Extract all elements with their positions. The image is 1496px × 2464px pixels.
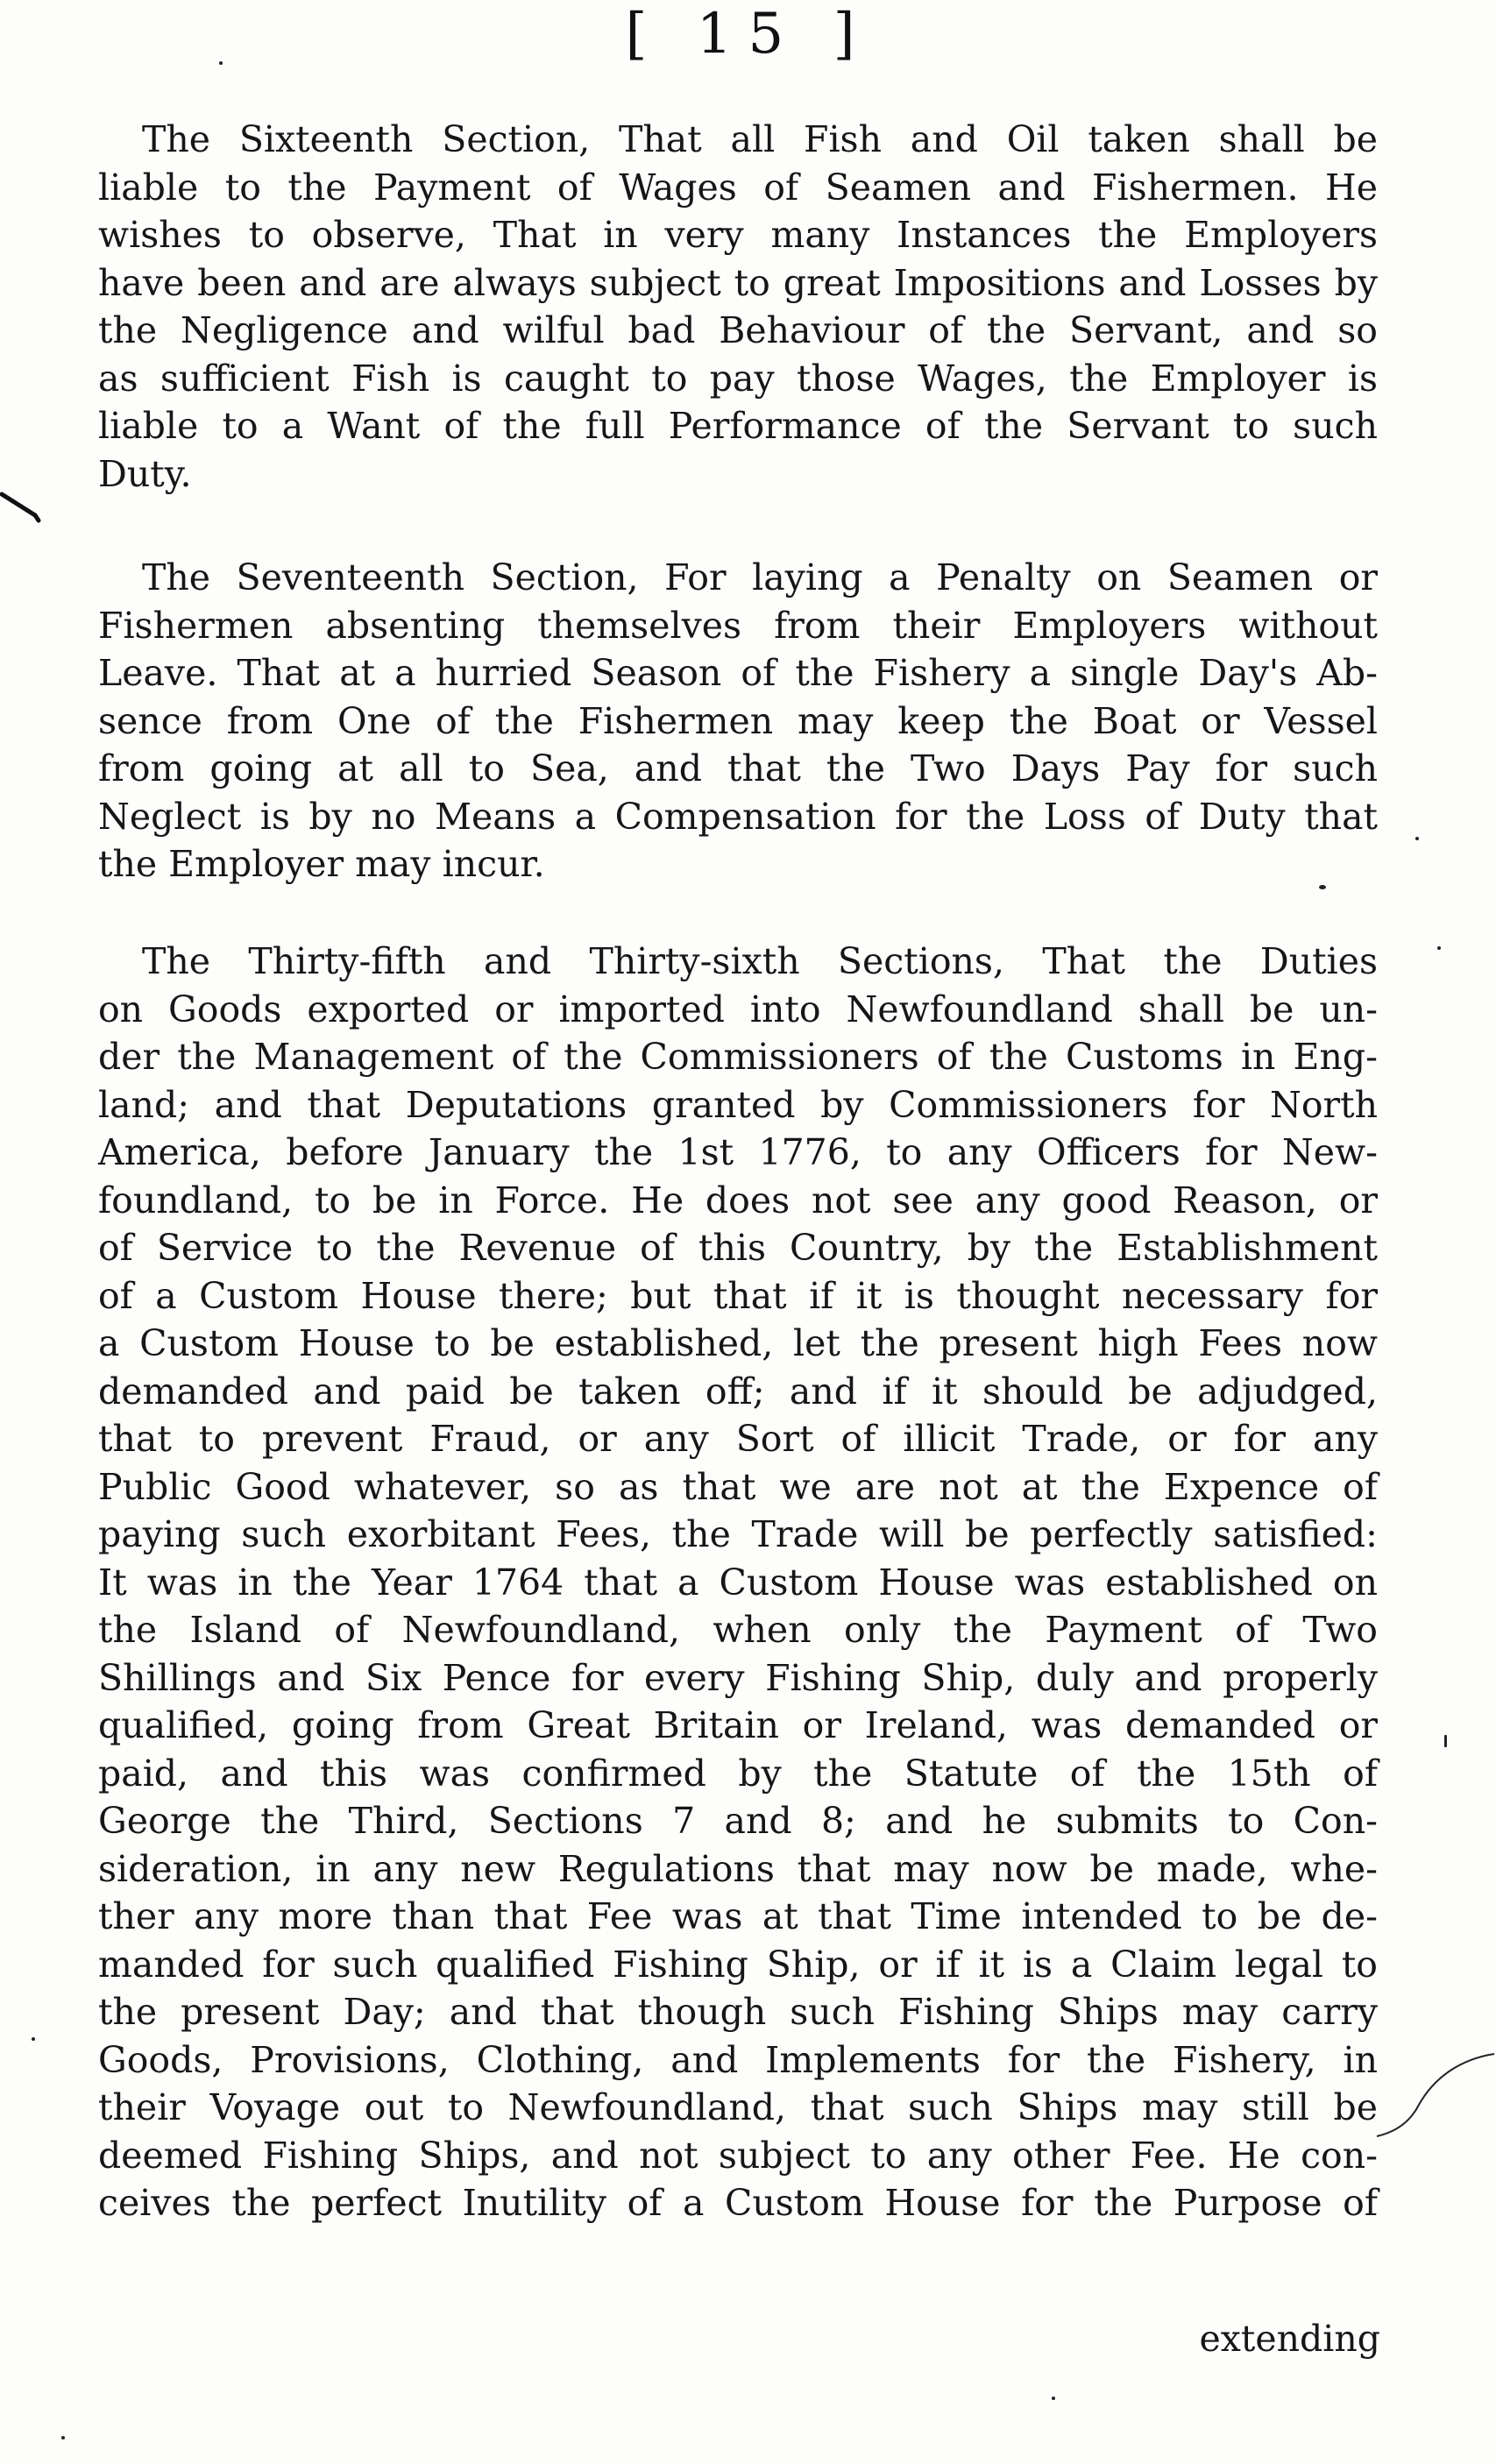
text-line: America, before January the 1st 1776, to any Officers for New- (98, 1131, 1378, 1173)
text-line: the Island of Newfoundland, when only the Payment of Two (98, 1609, 1378, 1651)
text-line: paying such exorbitant Fees, the Trade will be perfectly satisfied: (98, 1513, 1378, 1555)
text-line: demanded and paid be taken off; and if it should be adjudged, (98, 1370, 1378, 1413)
ink-speck (219, 61, 223, 65)
text-line: Public Good whatever, so as that we are not at the Expence of (98, 1465, 1378, 1508)
text-line: liable to the Payment of Wages of Seamen and Fishermen. He (98, 166, 1378, 209)
text-line: The Sixteenth Section, That all Fish and Oil taken shall be (142, 118, 1378, 160)
text-line: the Negligence and wilful bad Behaviour of the Servant, and so (98, 309, 1378, 351)
ink-speck (1052, 2397, 1055, 2400)
text-line: Fishermen absenting themselves from their Employers without (98, 604, 1378, 647)
text-line: from going at all to Sea, and that the Two Days Pay for such (98, 747, 1378, 789)
paragraph-seventeenth-section (98, 554, 1378, 889)
text-line: Duty. (98, 452, 192, 495)
text-line: paid, and this was confirmed by the Statute of the 15th of (98, 1752, 1378, 1795)
text-line: Goods, Provisions, Clothing, and Implements for the Fishery, in (98, 2038, 1378, 2081)
text-line: their Voyage out to Newfoundland, that such Ships may still be (98, 2086, 1378, 2128)
text-line: that to prevent Fraud, or any Sort of illicit Trade, or for any (98, 1418, 1378, 1460)
text-line: the present Day; and that though such Fishing Ships may carry (98, 1991, 1378, 2033)
text-line: It was in the Year 1764 that a Custom House was established on (98, 1561, 1378, 1604)
text-line: manded for such qualified Fishing Ship, or if it is a Claim legal to (98, 1943, 1378, 1986)
text-line: der the Management of the Commissioners of the Customs in Eng- (98, 1036, 1378, 1078)
text-line: sence from One of the Fishermen may keep the Boat or Vessel (98, 699, 1378, 742)
text-line: as sufficient Fish is caught to pay those Wages, the Employer is (98, 357, 1378, 400)
text-line: Leave. That at a hurried Season of the Fishery a single Day's Ab- (98, 652, 1378, 694)
catchword: extending (1199, 2318, 1380, 2360)
text-line: deemed Fishing Ships, and not subject to any other Fee. He con- (98, 2134, 1378, 2177)
ink-speck (61, 2436, 65, 2439)
text-line: qualified, going from Great Britain or Ireland, was demanded or (98, 1704, 1378, 1746)
text-line: George the Third, Sections 7 and 8; and he submits to Con- (98, 1800, 1378, 1842)
ink-speck (1415, 837, 1419, 840)
ink-speck (1319, 885, 1326, 889)
text-line: Neglect is by no Means a Compensation for the Loss of Duty that (98, 795, 1378, 838)
text-line: of Service to the Revenue of this Country, by the Establishment (98, 1227, 1378, 1269)
text-line: The Thirty-fifth and Thirty-sixth Sections, That the Duties (142, 940, 1378, 982)
page-number-header: [ 15 ] (625, 2, 871, 67)
ink-speck (32, 2037, 35, 2041)
text-line: sideration, in any new Regulations that may now be made, whe- (98, 1847, 1378, 1890)
text-line: ther any more than that Fee was at that Time intended to be de- (98, 1895, 1378, 1937)
ink-speck (1437, 946, 1441, 950)
text-line: land; and that Deputations granted by Commissioners for North (98, 1083, 1378, 1126)
text-line: ceives the perfect Inutility of a Custom House for the Purpose of (98, 2182, 1378, 2224)
paragraph-thirty-fifth-sixth-sections (98, 938, 1378, 2227)
text-line: the Employer may incur. (98, 843, 545, 885)
ink-flourish-mark (1373, 2050, 1496, 2156)
text-line: The Seventeenth Section, For laying a Penalty on Seamen or (142, 556, 1378, 598)
margin-tick-mark (0, 489, 42, 524)
text-line: foundland, to be in Force. He does not see any good Reason, or (98, 1179, 1378, 1221)
text-line: on Goods exported or imported into Newfoundland shall be un- (98, 988, 1378, 1030)
text-line: have been and are always subject to great Impositions and Losses by (98, 261, 1378, 304)
text-line: of a Custom House there; but that if it is thought necessary for (98, 1274, 1378, 1317)
text-line: a Custom House to be established, let the present high Fees now (98, 1322, 1378, 1364)
text-line: liable to a Want of the full Performance of the Servant to such (98, 405, 1378, 447)
paragraph-sixteenth-section (98, 116, 1378, 498)
text-line: Shillings and Six Pence for every Fishing Ship, duly and properly (98, 1656, 1378, 1699)
text-line: wishes to observe, That in very many Instances the Employers (98, 214, 1378, 256)
ink-speck (1444, 1735, 1447, 1747)
